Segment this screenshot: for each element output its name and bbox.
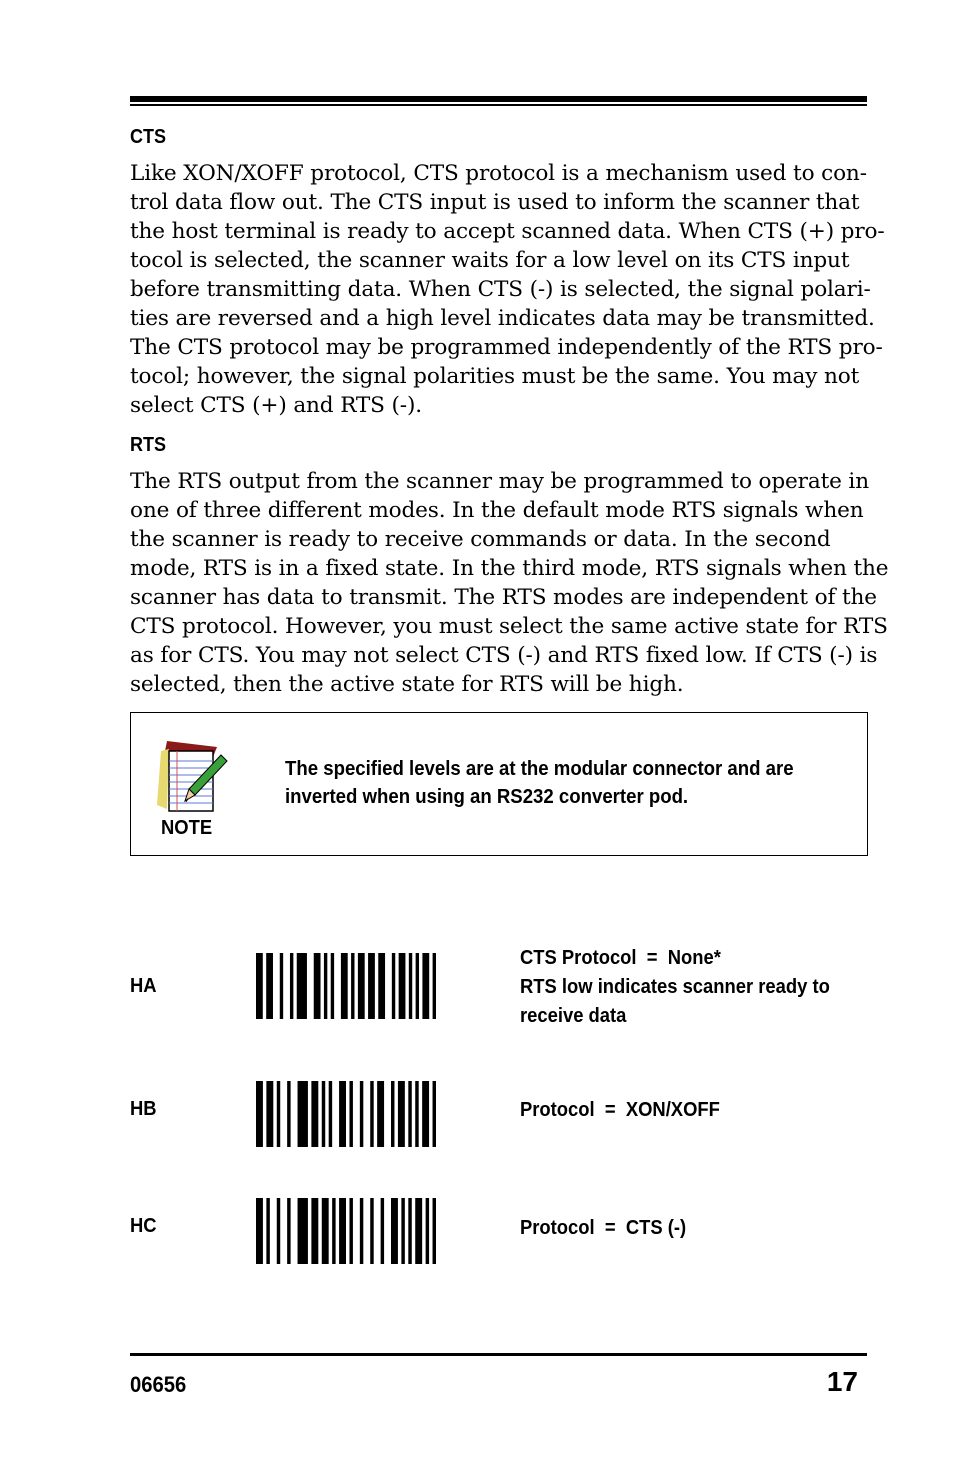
paragraph-line: tocol is selected, the scanner waits for a low level on its CTS input xyxy=(130,248,850,273)
barcode-bar xyxy=(314,953,321,1019)
barcode-bar xyxy=(287,1198,290,1264)
rts-paragraph xyxy=(130,467,889,699)
section-heading-rts: RTS xyxy=(130,434,166,456)
barcode-bar xyxy=(433,1081,436,1147)
paragraph-line: trol data flow out. The CTS input is used to inform the scanner that xyxy=(130,190,860,215)
barcode-bar xyxy=(358,953,365,1019)
paragraph-line: The CTS protocol may be programmed independently of the RTS pro- xyxy=(130,335,883,360)
page-number: 17 xyxy=(826,1366,858,1397)
paragraph-line: as for CTS. You may not select CTS (-) and RTS fixed low. If CTS (-) is xyxy=(130,643,878,668)
barcode-bar xyxy=(368,953,375,1019)
barcode-bar xyxy=(370,1081,373,1147)
barcode-bar xyxy=(391,1081,394,1147)
description-line: Protocol = CTS (-) xyxy=(520,1217,687,1239)
barcode-bar xyxy=(297,953,307,1019)
document-number: 06656 xyxy=(130,1372,187,1397)
barcode-bar xyxy=(332,1198,335,1264)
paragraph-line: scanner has data to transmit. The RTS modes are independent of the xyxy=(130,585,877,610)
barcode-bar xyxy=(322,1198,329,1264)
barcode-bar xyxy=(433,1198,436,1264)
description-line: CTS Protocol = None* xyxy=(520,947,721,969)
barcode-bar xyxy=(290,953,293,1019)
cts-paragraph xyxy=(130,159,885,420)
barcode-bar xyxy=(399,953,406,1019)
barcode-bar xyxy=(266,1081,273,1147)
barcode-bar xyxy=(277,1198,280,1264)
paragraph-line: selected, then the active state for RTS will be high. xyxy=(130,672,684,697)
barcode-bar xyxy=(370,1198,373,1264)
barcode-bar xyxy=(298,1198,308,1264)
barcode-bar xyxy=(408,1081,411,1147)
code-description-ha xyxy=(520,944,833,1031)
barcode-bar xyxy=(311,1198,318,1264)
barcode-bar xyxy=(256,1198,263,1264)
description-line: RTS low indicates scanner ready to xyxy=(520,976,830,998)
paragraph-line: mode, RTS is in a fixed state. In the third mode, RTS signals when the xyxy=(130,556,889,581)
barcode-bar xyxy=(415,1081,418,1147)
code-label-ha: HA xyxy=(130,975,157,997)
barcode-bar xyxy=(349,1081,352,1147)
paragraph-line: before transmitting data. When CTS (-) is selected, the signal polari- xyxy=(130,277,871,302)
barcode-bar xyxy=(256,1081,263,1147)
barcode-bar xyxy=(391,1198,398,1264)
barcode-bar xyxy=(398,1081,405,1147)
barcode-bar xyxy=(415,1198,422,1264)
paragraph-line: the scanner is ready to receive commands or data. In the second xyxy=(130,527,831,552)
notepad-pencil-icon xyxy=(155,739,231,815)
paragraph-line: one of three different modes. In the default mode RTS signals when xyxy=(130,498,864,523)
footer-rule xyxy=(130,1353,867,1356)
paragraph-line: the host terminal is ready to accept scanned data. When CTS (+) pro- xyxy=(130,219,885,244)
barcode-bar xyxy=(422,953,429,1019)
header-rule-thick xyxy=(130,96,867,102)
barcode-bar xyxy=(426,1198,429,1264)
barcode-bar xyxy=(277,1081,280,1147)
note-line: inverted when using an RS232 converter pod. xyxy=(285,786,689,808)
barcode-bar xyxy=(351,953,354,1019)
barcode-bar xyxy=(311,1081,318,1147)
barcode-bar xyxy=(401,1198,404,1264)
paragraph-line: The RTS output from the scanner may be programmed to operate in xyxy=(130,469,869,494)
code-description-hb xyxy=(520,1096,833,1125)
header-rule-thin xyxy=(130,104,867,106)
code-label-hb: HB xyxy=(130,1098,157,1120)
barcode-bar xyxy=(378,953,385,1019)
barcode-bar xyxy=(266,1198,269,1264)
barcode-ha xyxy=(256,953,436,1019)
barcode-bar xyxy=(322,1081,325,1147)
description-line: receive data xyxy=(520,1005,627,1027)
barcode-bar xyxy=(416,953,419,1019)
note-text xyxy=(285,755,824,811)
paragraph-line: CTS protocol. However, you must select the same active state for RTS xyxy=(130,614,888,639)
note-box xyxy=(130,712,868,856)
paragraph-line: select CTS (+) and RTS (-). xyxy=(130,393,422,418)
paragraph-line: ties are reversed and a high level indicates data may be transmitted. xyxy=(130,306,875,331)
barcode-bar xyxy=(392,953,395,1019)
barcode-bar xyxy=(287,1081,290,1147)
barcode-hb xyxy=(256,1081,436,1147)
barcode-bar xyxy=(377,1081,384,1147)
barcode-bar xyxy=(360,1081,363,1147)
barcode-bar xyxy=(381,1198,384,1264)
barcode-bar xyxy=(339,1198,346,1264)
barcode-bar xyxy=(329,1081,332,1147)
barcode-bar xyxy=(331,953,334,1019)
barcode-bar xyxy=(266,953,273,1019)
barcode-bar xyxy=(324,953,327,1019)
paragraph-line: Like XON/XOFF protocol, CTS protocol is a mechanism used to con- xyxy=(130,161,867,186)
barcode-hc xyxy=(256,1198,436,1264)
barcode-bar xyxy=(360,1198,363,1264)
note-line: The specified levels are at the modular connector and are xyxy=(285,758,794,780)
barcode-bar xyxy=(339,1081,346,1147)
barcode-bar xyxy=(256,953,263,1019)
description-line: Protocol = XON/XOFF xyxy=(520,1099,720,1121)
note-label: NOTE xyxy=(161,817,213,839)
barcode-bar xyxy=(341,953,348,1019)
barcode-bar xyxy=(408,1198,411,1264)
barcode-bar xyxy=(298,1081,308,1147)
code-label-hc: HC xyxy=(130,1215,157,1237)
code-description-hc xyxy=(520,1214,833,1243)
barcode-bar xyxy=(280,953,283,1019)
paragraph-line: tocol; however, the signal polarities must be the same. You may not xyxy=(130,364,860,389)
barcode-bar xyxy=(433,953,436,1019)
barcode-bar xyxy=(409,953,412,1019)
barcode-bar xyxy=(349,1198,352,1264)
section-heading-cts: CTS xyxy=(130,126,166,148)
barcode-bar xyxy=(422,1081,429,1147)
